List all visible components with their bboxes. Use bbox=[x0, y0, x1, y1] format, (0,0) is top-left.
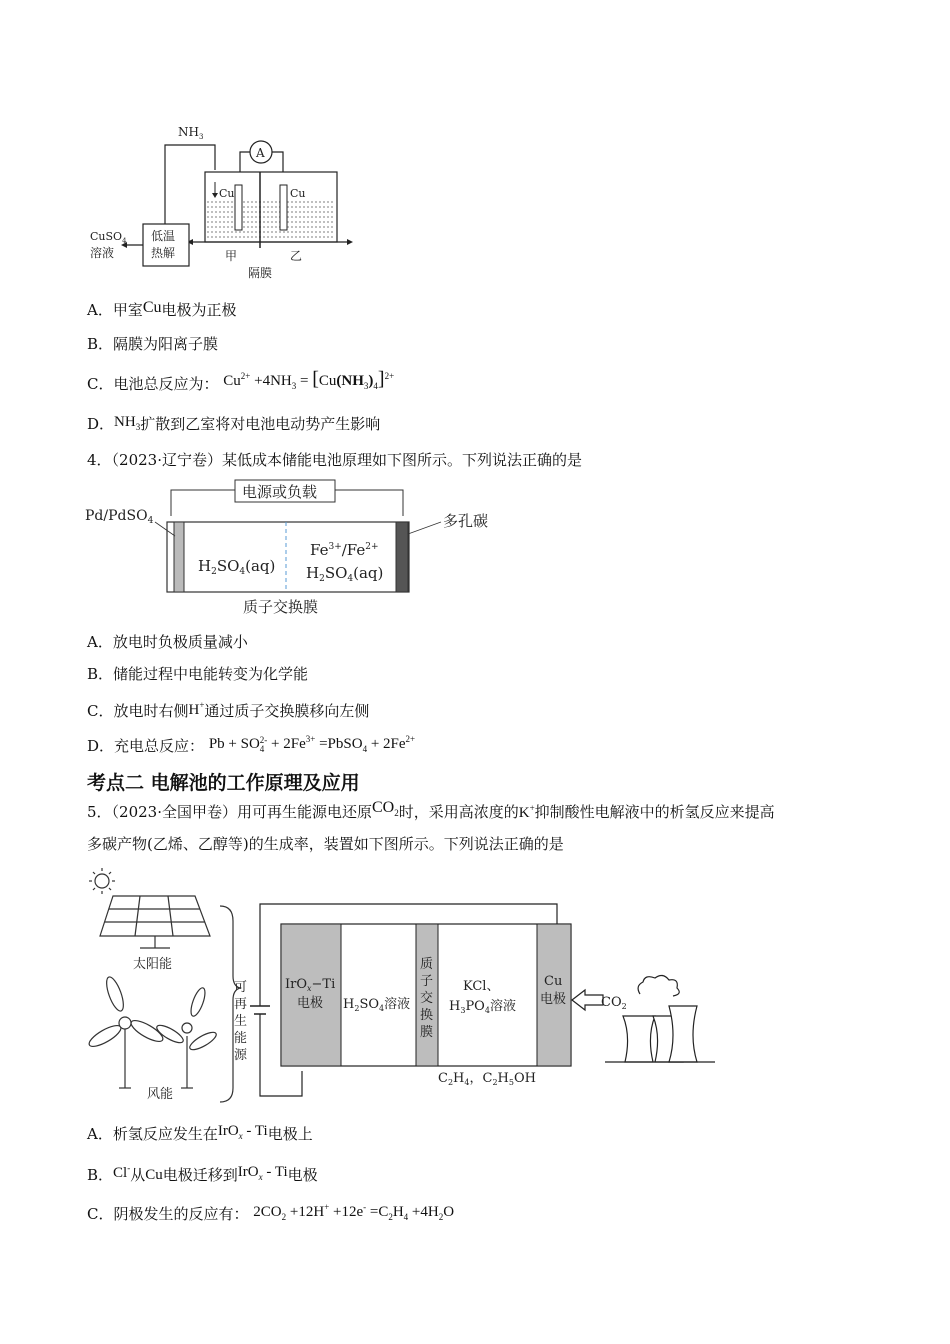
q5-c-equation: $2CO_2 +12H^+ +12e^- =C_2H_4 +4H_2O$ bbox=[253, 1202, 455, 1222]
cu-cathode-label: Cu bbox=[544, 974, 563, 989]
pd-pdso4-label: Pd/PdSO$_4$ bbox=[85, 508, 154, 526]
svg-text:膜: 膜 bbox=[420, 1025, 434, 1040]
q4-option-b[interactable]: B．储能过程中电能转变为化学能 bbox=[87, 665, 309, 683]
membrane-label: 隔膜 bbox=[248, 266, 273, 280]
svg-text:低温: 低温 bbox=[151, 229, 176, 243]
pd-electrode bbox=[174, 522, 184, 592]
figure-2-storage-battery bbox=[85, 478, 515, 618]
svg-text:电极: 电极 bbox=[540, 992, 567, 1007]
factory-icon bbox=[605, 975, 715, 1062]
figure-3-co2-electrolysis bbox=[85, 866, 725, 1106]
svg-text:生: 生 bbox=[234, 1014, 248, 1029]
co2-arrow-icon bbox=[572, 990, 603, 1010]
svg-text:热解: 热解 bbox=[151, 246, 176, 260]
q5-option-c[interactable]: C．阴极发生的反应有： $2CO_2 +12H^+ +12e^- =C_2H_4 +4H_2O$ bbox=[87, 1202, 455, 1223]
svg-text:源: 源 bbox=[234, 1048, 248, 1063]
q4-option-a[interactable]: A．放电时负极质量减小 bbox=[87, 633, 248, 651]
q4-d-equation: Pb + SO 2- 4 + $2Fe^{3+}$ =PbSO$_4$ + $2Fe^{2+}$ bbox=[208, 734, 416, 754]
solar-label: 太阳能 bbox=[133, 957, 173, 972]
q4-option-d[interactable]: D．充电总反应： Pb + SO 2- 4 + $2Fe^{3+}$ =PbSO$_4$ + $2Fe^{2+}$ bbox=[87, 734, 416, 755]
svg-text:溶液: 溶液 bbox=[90, 246, 115, 260]
figure-1-electrochemical-cell bbox=[85, 120, 385, 290]
products-label: $C_2H_4$，$C_2H_5OH$ bbox=[438, 1071, 536, 1087]
svg-text:交: 交 bbox=[420, 991, 434, 1006]
cu-right-label: Cu bbox=[290, 187, 306, 200]
co2-label: $CO_2$ bbox=[601, 995, 627, 1011]
q3-option-b[interactable]: B．隔膜为阳离子膜 bbox=[87, 335, 219, 353]
proton-membrane-label: 质子交换膜 bbox=[243, 598, 319, 616]
svg-text:子: 子 bbox=[420, 974, 434, 989]
cu-electrode-right bbox=[280, 185, 287, 230]
svg-text:电源或负载: 电源或负载 bbox=[242, 483, 318, 501]
wind-label: 风能 bbox=[147, 1087, 174, 1102]
q3-option-c[interactable]: C．电池总反应为： $Cu^{2+} +4NH_3 = [Cu(NH_3)_4]^{2+}$ bbox=[87, 368, 395, 393]
kcl-label: KCl、 bbox=[463, 979, 500, 994]
section-heading: 考点二 电解池的工作原理及应用 bbox=[87, 772, 360, 794]
svg-text:能: 能 bbox=[234, 1031, 248, 1046]
h2so4-solution-label: $H_2SO_4$溶液 bbox=[343, 997, 411, 1013]
svg-text:质: 质 bbox=[420, 957, 434, 972]
svg-text:电极: 电极 bbox=[297, 996, 324, 1011]
sun-icon bbox=[89, 868, 115, 894]
q5-option-a[interactable]: A．析氢反应发生在IrO$_x$ - Ti电极上 bbox=[87, 1123, 313, 1143]
anode-label: IrO$_x$−Ti bbox=[285, 977, 336, 993]
q5-stem-line2: 多碳产物(乙烯、乙醇等)的生成率，装置如下图所示。下列说法正确的是 bbox=[87, 835, 564, 853]
cu-left-label: Cu bbox=[219, 187, 235, 200]
q5-stem-line1: 5．（2023·全国甲卷）用可再生能源电还原$CO_2$时，采用高浓度的K+抑制酸性电解液中的析氢反应来提高 bbox=[87, 799, 775, 821]
q5-option-b[interactable]: B．Cl-从Cu电极迁移到IrO$_x$ - Ti电极 bbox=[87, 1163, 318, 1184]
cuso4-label: CuSO$_4$ bbox=[90, 230, 127, 245]
q3-c-equation: $Cu^{2+} +4NH_3 = [Cu(NH_3)_4]^{2+}$ bbox=[223, 368, 395, 391]
h3po4-label: $H_3PO_4$溶液 bbox=[449, 999, 516, 1015]
svg-text:换: 换 bbox=[420, 1008, 434, 1023]
nh3-label: $NH_3$ bbox=[178, 125, 204, 141]
svg-text:可: 可 bbox=[234, 980, 248, 995]
membrane-vertical-label bbox=[420, 957, 433, 1040]
right-solution-line1: $Fe^{3+}/Fe^{2+}$ bbox=[310, 541, 379, 559]
q3-option-a[interactable]: A．甲室Cu电极为正极 bbox=[87, 299, 237, 319]
anode-electrode bbox=[281, 924, 341, 1066]
chamber-yi-label: 乙 bbox=[290, 249, 303, 263]
right-solution-line2: $H_2SO_4(aq)$ bbox=[306, 564, 384, 584]
q3-option-d[interactable]: D．$NH_3$扩散到乙室将对电池电动势产生影响 bbox=[87, 414, 381, 433]
wind-turbine-icon bbox=[86, 975, 218, 1088]
chamber-jia-label: 甲 bbox=[225, 249, 238, 263]
q4-stem: 4．（2023·辽宁卷）某低成本储能电池原理如下图所示。下列说法正确的是 bbox=[87, 451, 582, 469]
q4-option-c[interactable]: C．放电时右侧H+通过质子交换膜移向左侧 bbox=[87, 700, 370, 720]
solar-panel-icon bbox=[100, 896, 210, 948]
cu-electrode-left bbox=[235, 185, 242, 230]
porous-carbon-label: 多孔碳 bbox=[443, 512, 489, 530]
left-solution-label: $H_2SO_4(aq)$ bbox=[198, 557, 276, 577]
ammeter-label: A bbox=[256, 146, 265, 160]
renewable-source-label bbox=[234, 980, 248, 1063]
porous-carbon-electrode bbox=[396, 522, 408, 592]
svg-text:再: 再 bbox=[234, 997, 248, 1012]
